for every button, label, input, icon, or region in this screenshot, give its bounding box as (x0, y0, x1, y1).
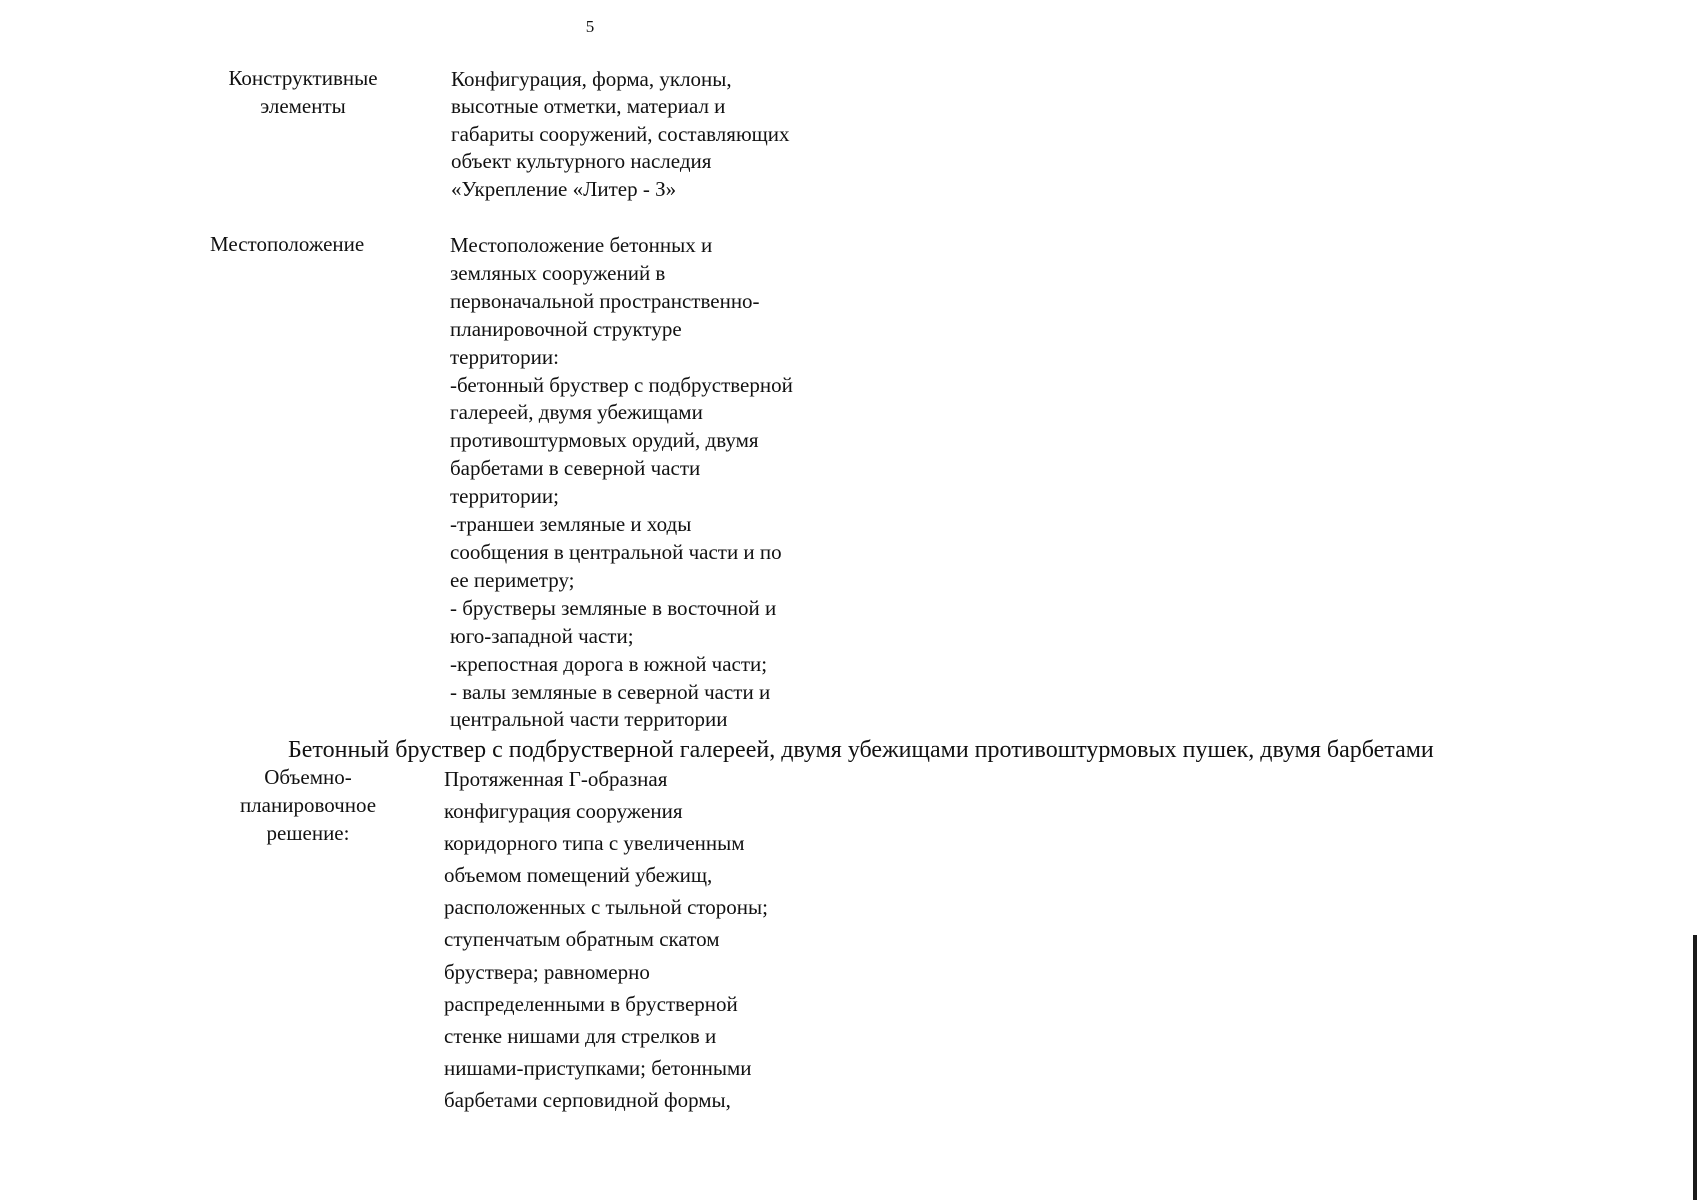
label-line: Местоположение (210, 232, 365, 256)
value-line: ступенчатым обратным скатом (444, 927, 720, 952)
value-line: объект культурного наследия (451, 149, 712, 174)
value-line: первоначальной пространственно- (450, 288, 760, 313)
label-line: планировочное (239, 793, 377, 817)
value-line: планировочной структуре (450, 316, 682, 341)
value-line: - брустверы земляные в восточной и (450, 595, 777, 620)
value-line: юго-западной части; (450, 623, 634, 648)
row-label-constructive-elements (200, 64, 406, 120)
scan-edge-shadow (1693, 935, 1697, 1200)
value-line: барбетами в северной части (450, 456, 701, 481)
value-line: территории: (450, 344, 559, 369)
value-line: -бетонный бруствер с подбрустверной (450, 372, 793, 397)
value-line: распределенными в брустверной (444, 991, 738, 1016)
row-label-spatial-planning (208, 763, 408, 847)
value-line: Местоположение бетонных и (450, 233, 713, 257)
row-value-spatial-planning (444, 763, 768, 1116)
value-line: нишами-приступками; бетонными (444, 1055, 752, 1080)
value-line: - валы земляные в северной части и (450, 679, 771, 704)
label-line: решение: (266, 821, 350, 845)
value-line: галереей, двумя убежищами (450, 400, 703, 425)
value-line: центральной части территории (450, 707, 728, 732)
value-line: сообщения в центральной части и по (450, 539, 782, 564)
value-line: территории; (450, 484, 559, 509)
value-line: коридорного типа с увеличенным (444, 831, 745, 856)
row-label-location (210, 230, 410, 258)
value-line: противоштурмовых орудий, двумя (450, 428, 759, 453)
value-line: «Укрепление «Литер - З» (451, 176, 677, 201)
label-line: Конструктивные (228, 66, 378, 90)
row-value-constructive-elements (451, 66, 790, 203)
value-line: земляных сооружений в (450, 260, 666, 285)
value-line: объемом помещений убежищ, (444, 863, 713, 888)
label-line: Объемно- (264, 765, 352, 789)
row-value-location (450, 232, 793, 734)
value-line: ее периметру; (450, 567, 575, 592)
page-number: 5 (585, 17, 595, 36)
value-line: бруствера; равномерно (444, 959, 650, 984)
value-line: барбетами серповидной формы, (444, 1087, 731, 1112)
value-line: Протяженная Г-образная (444, 767, 668, 791)
value-line: высотные отметки, материал и (451, 94, 726, 119)
value-line: -крепостная дорога в южной части; (450, 651, 768, 676)
value-line: габариты сооружений, составляющих (451, 121, 790, 146)
value-line: расположенных с тыльной стороны; (444, 895, 768, 920)
value-line: стенке нишами для стрелков и (444, 1023, 717, 1048)
value-line: Конфигурация, форма, уклоны, (451, 67, 732, 91)
value-line: конфигурация сооружения (444, 799, 683, 824)
value-line: -траншеи земляные и ходы (450, 512, 692, 537)
label-line: элементы (260, 94, 346, 118)
section-subheading: Бетонный бруствер с подбрустверной галереей, двумя убежищами противоштурмовых пушек, двумя барбетами (288, 737, 1434, 763)
